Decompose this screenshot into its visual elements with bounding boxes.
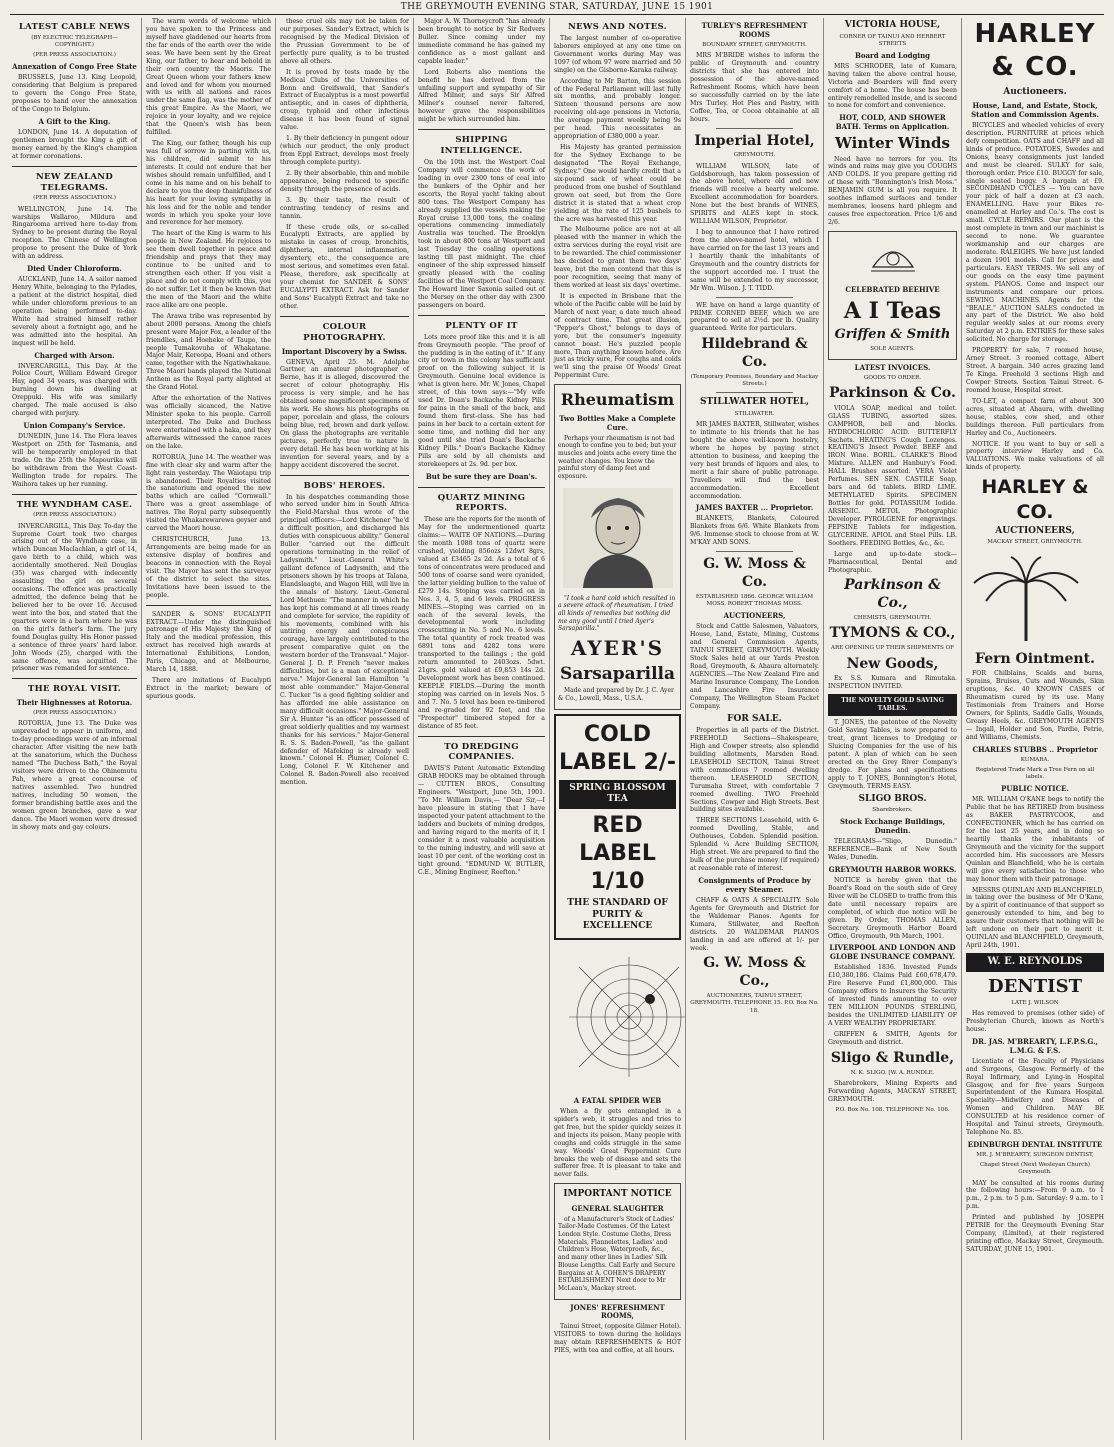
royal-visit-subheading: Their Highnesses at Rotorua. [16, 698, 133, 708]
divider [716, 128, 793, 129]
sligo-rundle-text: Sharebrokers, Mining Experts and Forwarding Agents, MACKAY STREET, GREYMOUTH. [828, 1079, 957, 1103]
baxter-proprietor: JAMES BAXTER ... Proprietor. [695, 503, 814, 513]
arson-text: INVERCARGILL, This Day. At the Police Court, William Edward Gregor Hay, aged 34 years, was charged with burning down his dwelling at Oreppuki. His wife was similarly charged. The male accused is also charged with perjury. [12, 362, 137, 418]
sander-advert: SANDER & SONS' EUCALYPTI EXTRACT.—Under the distinguished patronage of His Majesty the King of Italy and the medical profession, this extract has received high awards at International Exhibitions, London, Paris, Chicago, and at Melbourne, March 14, 1888. [146, 610, 271, 674]
moss-heading-2: G. W. Moss & Co., [703, 955, 806, 990]
reynolds-text: Has removed to premises (other side) of Presbyterian Church, known as North's house. [966, 1010, 1104, 1033]
royal-crest-icon [863, 237, 923, 277]
moss-address: AUCTIONEERS, TAINUI STREET, GREYMOUTH. TELEPHONE 15. P.O. Box No. 18. [690, 993, 819, 1014]
sligo-bros-heading: SLIGO BROS. [858, 793, 927, 804]
nz-telegrams-text: WELLINGTON, June 14. The warships Wallaroo, Mildura and Ringarooma arrived here to-day from Sydney to be present during the Royal reception. The Chinese of Wellington propose to present the Duke of York with an address. [12, 205, 137, 261]
po-box: P.O. Box No. 108. TELEPHONE No. 106. [835, 1106, 950, 1113]
stillwater-town: STILLWATER. [734, 410, 775, 417]
congo-heading: Annexation of Congo Free State [12, 62, 137, 72]
gift-text: LONDON, June 14. A deputation of gentlemen brought the King a gift of money earned by the King's champion at former coronations. [12, 128, 137, 160]
press-association: (PER PRESS ASSOCIATION.) [33, 512, 116, 519]
colour-photography-text: GENEVA, April 25. M. Adolphe Gartner, an amateur photographer of Berne, has it is alleged, discovered the secret of colour photography. His process is very simple, and he has obtained some magnificent specimens of his work. He shows his photographs on paper, porcelain and glass, the colours being blue, red, brown and dark yellow. On glass the photographs are veritable pictures, perfectly true to nature in every detail. He has been working at his invention for several years, and by a happy accident discovered the secret. [280, 358, 409, 469]
victoria-house-address: CORNER OF TAINUI AND HERBERT STREETS [839, 33, 946, 47]
spider-web-illustration [554, 947, 686, 1087]
wyndham-heading: THE WYNDHAM CASE. [16, 499, 133, 510]
large-stock: Large and up-to-date stock—Pharmaceutical, Dental and Photographic. [828, 550, 957, 574]
harley-address: MACKAY STREET, GREYMOUTH. [987, 539, 1083, 546]
sligo-sub: Sharebrokers. [872, 807, 913, 814]
wyndham-text: INVERCARGILL, This Day. To-day the Supreme Court took two charges arising out of the Wyndham case, in which Duncan Maclachlan, a girl of 14, gave birth to a child, which was accidentally smothered. Neil Douglas (35) was charged with indecently assaulting the girl on several occasions. The offence was practically admitted, the defence being that he believed her to be over 16. Accused went into the box, and stated that the quarters were in a barn where he was on the girl's father's farm. The jury found Douglas guilty. His Honor passed a sentence of three years' hard labor. John Woods (25), charged with the same offence, was acquitted. The prisoner was remanded for sentence. [12, 522, 137, 673]
winter-winds-heading: Winter Winds [835, 134, 950, 153]
news-notes-heading: NEWS AND NOTES. [568, 22, 667, 32]
tymons-heading: TYMONS & CO., [829, 625, 956, 642]
sander-text: If these crude oils, or so-called Eucalypti Extracts, are applied by mistake in cases of croup, bronchitis, diphtheria, internal inflammation, dysentery, etc., the consequence are most serious, and sometimes even fatal. Please, therefore, ask specifically at your chemist for SANDER & SONS' EUCALYPTI EXTRACT. Ask for Sander and Sons' Eucalypti Extract and take no other. [280, 223, 409, 310]
quartz-heading: QUARTZ MINING REPORTS. [437, 492, 526, 514]
harbour-text: NOTICE is hereby given that the Board's Road on the south side of Grey River will be CLOSED to traffic from this date until necessary repairs are completed, of which due notice will be given. By Order, THOMAS ALLEN, Secretary. Greymouth Harbor Board Office, Greymouth, 9th March, 1901. [828, 876, 957, 940]
shipping-heading: SHIPPING INTELLIGENCE. [440, 135, 523, 157]
divider [280, 475, 409, 476]
reynolds-heading: W. E. REYNOLDS [966, 953, 1104, 972]
parkinson-list: VIOLA SOAP, medical and toilet. GLASS TUBING, assorted sizes. CAMPHOR, bell and blocks. HYDROCHLORIC ACID. BUTTERFLY Sachets. HEATING'S Cough Lozenges. KEATING'S Insect Powder. BEEF and IRON Wine. BORIL. CLARKE'S Blood Mixture. ALLEN and Hanbury's Food. HALL Brushes assorted. VERA Violet Perfumes. SEN SEN. CASTILE Soap, bars and 6d tablets. BIRD LIME. METHYLATED Spirits. SPECIMEN Bottles for gold. POTASSIUM Iodide. ARSENIC. METOL Photographic Developer. PYROLGENE for engravings. FEPSINE Tablets for indigestion. GLYCERINE. APIOL and Steel Pills. LB. Soothers. FEEDING Bottles, &c., &c. [828, 404, 957, 547]
bobs-heroes-text: In his despatches commanding those who served under him in South Africa the Field-Marshal thus wrote of the principal officers:—Lord Kitchener "he'd a difficult position, and discharged his duties with conspicuous ability." General Buller "carried out the difficult operations terminating in the relief of Ladysmith." Lieut.-General White's gallant defence of Ladysmith, and the prisoners shown by his troops at Talana, Elandslaagte, and Wagon Hill, will live in the annals of history. Lieut.-General Lord Methuen: "The manner in which he has kept his command at all times ready and complete for service, the rapidity of his movements, combined with his untiring energy and conspicuous courage, have largely contributed to the present comparative quiet on the western border of the Transvaal." Major-General J. D. P. French "never makes difficulties, but is a man of exceptional nerve." Major-General Ian Hamilton "a most able commander." Major-General C. Tucker "is a good fighting soldier and has afforded me able assistance on many difficult occasions." Major-General Sir A. Hunter "is an officer possessed of great soldierly qualities and my warmest thanks for his services." Major-General R. S. S. Baden-Powell, "as the gallant defender of Mafeking is already well known." Colonel H. Plumer, Colonel C. Long, Colonel F. W. Kitchener and Colonel R. Baden-Powell also received mention. [280, 493, 409, 787]
press-association: (PER PRESS ASSOCIATION.) [33, 52, 116, 59]
news-text: His Majesty has granted permission for the Sydney Exchange to be designated "The Royal Exchange, Sydney." One would hardly credit that a six-pound sack of wheat could be produced from one bushel of Southland grown oat seed, but from the Gore district it is stated that a wheat crop yielding at the rate of 125 bushels to the acre was harvested this year. [554, 144, 681, 223]
imperial-hotel-town: GREYMOUTH. [733, 152, 776, 159]
board-lodging: Board and Lodging [854, 50, 931, 60]
gift-heading: A Gift to the King. [38, 116, 111, 126]
notice-subheading: GENERAL SLAUGHTER [571, 1203, 664, 1213]
corned-beef-text: WE have on hand a large quantity of PRIME CORNED BEEF, which we are prepared to sell at 2½d. per lb. Quality guaranteed. Write for particulars. [690, 301, 819, 333]
harley-auctioneers-2: AUCTIONEERS, [995, 525, 1075, 536]
union-text: DUNEDIN, June 14. The Flora leaves Westport on 25th for Tasmania, and will be temporarily employed in that trade. On the 25th the Mapourika will be withdrawn from the West Coast-Wellington trade for repairs. The Waihora takes up her running. [12, 433, 137, 488]
produce-heading: Consignments of Produce by every Steamer. [698, 875, 811, 894]
new-goods: New Goods, [846, 655, 939, 672]
standard-tagline: THE STANDARD OF PURITY & EXCELLENCE [567, 898, 668, 932]
imperial-hotel-heading: Imperial Hotel, [694, 132, 815, 149]
divider [418, 736, 545, 737]
plenty-heading: PLENTY OF IT [445, 320, 518, 331]
stillwater-heading: STILLWATER HOTEL, [699, 397, 809, 408]
hildebrand-address: (Temporary Premises, Boundary and Mackay Streets.) [690, 374, 819, 388]
news-text: According to Mr Barton, this session of the Federal Parliament will last fully six months, and probably longer. Sixteen thousand persons are now receiving old-age pensions in Victoria, the average payment weekly being 9s per head. This necessitates an appropriation of £380,000 a year. [554, 77, 681, 141]
turley-text: MRS M'BRIDE wishes to inform the public of Greymouth and country districts that she has entered into possession of the above-named Refreshment Rooms, which have been so successfully carried on by the late Mrs Turley. Hot Pies and Pastry, with Coffee, Tea, or Cocoa obtainable at all hours. [690, 52, 819, 123]
chloroform-heading: Died Under Chloroform. [27, 264, 122, 274]
griffen-smith: Griffen & Smith [834, 326, 951, 342]
goods-to-order: GOODS TO ORDER. [863, 374, 922, 381]
rheumatism-advert [554, 384, 681, 709]
portrait-illustration [563, 488, 673, 588]
cable-news-heading: LATEST CABLE NEWS [18, 22, 131, 32]
for-sale-text: Properties in all parts of the District. FREEHOLD Sections—Shakespeare, High and Cowper streets; also splendid building allotments, Marsden Road. LEASEHOLD SECTION, Tainui Street with commodious 7 roomed dwelling thereon. LEASEHOLD SECTION, Turumaha Street, with comfortable 7 roomed dwelling. TWO Freehold Sections, Cowper and High Streets. Best building sites available. [690, 727, 819, 814]
chemists: CHEMISTS, GREYMOUTH. [853, 615, 932, 622]
harbour-heading: GREYMOUTH HARBOR WORKS. [828, 864, 957, 874]
royal-visit-text: ROTORUA, June 13. The Duke was unprevaded to appear in uniform, and to-day proceedings were of an informal character. After visiting the new bath at the sanatorium, which the Duchess named "The Duchess Bath," the Royal visitors were driven to the Ohinemutu Pah, where a great concourse of natives assembled. Two hundred natives, including 50 women, the former brandishing battle axes and the women green branches, gave a war dance. The Maori women were dressed in showy mats and gay colours. [12, 720, 137, 831]
jones-heading: JONES' REFRESHMENT ROOMS, [570, 1302, 665, 1321]
sligo-rundle-heading: Sligo & Rundle, [830, 1049, 955, 1066]
nz-telegrams-heading: NEW ZEALAND TELEGRAMS. [35, 171, 114, 193]
sligo-rundle-names: N. K. SLIGO. [W. A. RUNDLE. [850, 1069, 935, 1076]
rheumatism-text: Perhaps your rheumatism is not bad enough to confine you to bed; but your muscles and joints ache every time the weather changes. You know the painful story of damp feet and exposure. [558, 434, 677, 480]
article-text: Lord Roberts also mentions the benefit he has derived from the unfailing support and sympathy of Sir Alfred Milner, and says Sir Alfred Milner's counsel never faltered, however grave the responsibilities might be which surrounded him. [418, 68, 545, 124]
beehive-line: CELEBRATED BEEHIVE [845, 284, 940, 294]
arson-heading: Charged with Arson. [34, 350, 115, 360]
column-1 [8, 18, 142, 1440]
congo-text: BRUSSELS, June 13. King Leopold, considering that Belgium is prepared to govern the Congo Free State, proposes to hand over the annexation of the Congo to Belgium. [12, 74, 137, 114]
imperial-hotel-text: WILLIAM WILSON, late of Goldsborough, has taken possession of the above hotel, where old and new friends will receive a hearty welcome. Excellent accommodation for boarders. None but the best brands of WINES, SPIRITS and ALES kept in stock. WILLIAM WILSON, Proprietor. [690, 162, 819, 226]
press-association: (PER PRESS ASSOCIATION.) [33, 710, 116, 717]
divider [280, 316, 409, 317]
liverpool-text: Established 1836. Invested Funds £10,380,186. Claims Paid £60,678,479. Fire Reserve Fund £1,800,000. This Company offers to Insurers the Security of invested funds amounting to over TEN MILLION POUNDS STERLING, besides the UNLIMITED LIABILITY OF A VERY WEALTHY PROPRIETARY. [828, 964, 957, 1027]
spring-blossom: SPRING BLOSSOM TEA [559, 780, 676, 809]
colour-photography-heading: COLOUR PHOTOGRAPHY. [303, 321, 386, 343]
dentist-heading: DENTIST [988, 975, 1082, 997]
reynolds-sub: LATE J. WILSON [1011, 999, 1059, 1006]
winter-winds-text: Need have no terrors for you. Its winds and rains may give you COUGHS AND COLDS. If you prepare getting rid of these with "Bonnington's Irish Moss." BENJAMIN GUM is all you require. It soothes inflamed surfaces and tender membranes, loosens hard phlegm and causes free expectoration. Price 1/6 and 2/6. [828, 155, 957, 226]
chaff-text: CHAFF & OATS A SPECIALITY. Sole Agents for Greymouth and District for the Waldemar Pianos. Agents for Kumara, Stillwater, and Reefton districts. 20 WALDEMAR PIANOS landing in and are offered at 1/- per week. [690, 896, 819, 952]
notice-heading: IMPORTANT NOTICE [563, 1189, 672, 1200]
news-text: It is expected in Brisbane that the whole of the Pacific cable will be laid by March of next year, a date much ahead of contract time. That great illusion, "Pepper's Ghost," belongs to days of yore, but the consumer's ingenuity cannot boast. He's puzzled people more, Than anything known before. Are just as tricky sure, For coughs and colds we'll sing the praise Of Woods' Great Peppermint Cure. [554, 292, 681, 380]
mcbrearty-heading: DR. JAS. M'BREARTY, L.F.P.S.G., L.M.G. & F.S. [972, 1036, 1098, 1055]
blankets-text: BLANKETS, Blankets, Coloured Blankets from 6/6. White Blankets from 9/6. Immense stock to choose from at W. M'KAY AND SONS. [690, 515, 819, 547]
edinburgh-heading: EDINBURGH DENTAL INSTITUTE [967, 1140, 1103, 1150]
parkinson-heading-2: Parkinson & Co., [844, 577, 941, 612]
fern-ointment-heading: Fern Ointment. [975, 650, 1095, 667]
column-8 [962, 18, 1108, 1440]
spider-text: When a fly gets entangled in a spider's web, it struggles and tries to get free, but the spider quickly seizes it and injects its poison. Many people with coughs and colds struggle in the same way. Woods' Great Peppermint Cure breaks the web of disease and sets the sufferer free. It is pleasant to take and never fails. [554, 1107, 681, 1179]
ai-teas: A I Teas [843, 297, 942, 324]
colour-photography-subheading: Important Discovery by a Swiss. [281, 346, 408, 356]
royal-visit-heading: THE ROYAL VISIT. [28, 684, 121, 695]
plenty-text: Lots more proof like this and it is all from Greymouth people. "The proof of the pudding is in the eating of it." If any city or town in this colony has sufficient proof on the following subject it is Greymouth. Genuine local evidence is what is given here. Mr. W. Jones, Chapel street, of this town says:—"My wife used Dr. Doan's Backache Kidney Pills for pains in the small of the back, and found them first-class. She has had pains in her back to a certain extent for some time, and nothing did her any good until she tried Doan's Backache Kidney Pills." Doan's Backache Kidney Pills are sold by all chemists and storekeepers at 2s. 9d. per box. [418, 333, 545, 468]
important-notice-advert [554, 1183, 681, 1299]
divider [418, 129, 545, 130]
tymons-sub: ARE OPENING UP THEIR SHIPMENTS OF [830, 645, 955, 652]
divider [146, 605, 271, 606]
divider [716, 392, 793, 393]
sander-point: 2. By their absorbable, thin and mobile appearance, being reduced to specific density through the presence of acids. [280, 169, 409, 193]
bath-line: HOT, COLD, AND SHOWER BATH. Terms on Application. [835, 113, 950, 132]
spider-caption: A FATAL SPIDER WEB [573, 1095, 662, 1105]
news-text: The Melbourne police are not at all pleased with the manner in which the extra services during the royal visit are to be rewarded. The chief commissioner has decided to grant them two days' leave, but the men contend that this is poor recognition, seeing that many of them worked at least six days' overtime. [554, 226, 681, 289]
edinburgh-text: MAY be consulted at his rooms during the following hours:—From 9 a.m. to 1 p.m., 2 p.m. to 5 p.m. Saturday: 9 a.m. to 1 p.m. [966, 1179, 1104, 1211]
article-text: The King, our father, though his cup was full of sorrow in parting with us, his children, did submit to his interests. It could not endure that her wishes should remain unfulfilled, and I come in his name and on his behalf to declare to you the deep thankfulness of his heart for your loving sympathy in his loss and for the noble and tender words in which you spoke your love and reverence for her memory. [146, 140, 271, 227]
dredging-heading: TO DREDGING COMPANIES. [444, 741, 519, 763]
moss-heading: G. W. Moss & Co. [703, 556, 806, 591]
column-5 [550, 18, 686, 1440]
liverpool-heading: LIVERPOOL AND LONDON AND GLOBE INSURANCE COMPANY. [829, 943, 956, 962]
shipping-text: On the 10th inst. the Westport Coal Company will commence the work of loading in over 2300 tons of coal into the bunkers of the Ophir and her escorts, the Royal yacht taking about 800 tons. The Westport Company has already supplied the vessels making the Royal cruise 13,000 tons, the coaling operations commencing immediately Australia was touched. The Brooklyn took in about 800 tons at Westport and last Tuesday the coaling operations lasting till past midnight. The chief engineer of the ship expressed himself greatly pleased with the coaling facilities of the Westport Coal Company. The Howard liner Saxonia sailed out of the Mersey on the other day with 2300 passengers on board. [418, 158, 545, 309]
turley-heading: TURLEY'S REFRESHMENT ROOMS [701, 21, 808, 39]
article-text: The heart of the King is warm to his people in New Zealand. He rejoices to see them dwell together in peace and friendship and prays that they may continue to be united and to strengthen each other. If you visit a place and do not comply with this, you do not suffer. Let it then be known that the men of the Maori and the white race alike are one people. [146, 230, 271, 309]
sander-text: It is proved by tests made by the Medical Clubs of the Universities of Bonn and Greifswald, that Sander's Extract of Eucalyptus is a most powerful antiseptic, and in cases of diphtheria, croup, typhoid and other infectious disease it has been found of signal value. [280, 68, 409, 132]
public-notice-heading: PUBLIC NOTICE. [1001, 784, 1069, 794]
harley-list: BICYCLES and wheeled vehicles of every description. FURNITURE at prices which defy competition. OATS and CHAFF and all kinds of produce. POTATOES, Swedes and Onions, heavy consignments just landed and must be cleared. SULKY for sale, thorough order. Price £10. BUGGY for sale, single seated buggy. A bargain at £9. SECONDHAND CYCLES — You can have your pick of half a dozen at £3 each. ENAMELLING. Have your Bikes re-enamelled at Harley and Co.'s. The cost is small. CYCLE REPAIRS. Our plant is the most complete in town and our machinist is second to none. We guarantee workmanship and our charges are moderate. RALEIGHS. We have just landed a dozen 1901 models. Call for prices and particulars. EASY TERMS. We sell any of our goods on the easy time payment system. PIANOS. Come and inspect our instruments and compare our prices. SEWING MACHINES. Agents for the "BEALE." AUCTION SALES conducted in any part of the District. We also hold regular weekly sales at our rooms every Saturday at 2 p.m. ENTRIES for these sales solicited. No charge for storage. [966, 121, 1104, 344]
ayer-heading: AYER'S [570, 635, 665, 660]
hildebrand-heading: Hildebrand & Co. [701, 336, 808, 371]
bobs-heroes-heading: BOBS' HEROES. [303, 480, 386, 491]
divider [716, 551, 793, 552]
turley-address: BOUNDARY STREET, GREYMOUTH. [702, 41, 807, 48]
harley-property: PROPERTY for sale, 7 roomed house, Arney Street. 3 roomed cottage, Albert Street. A bargain. 340 acres grazing land Te Kinga. Freehold 3 sections High and Cowper Streets. Section Tainui Street. 6-roomed house, Hospital street. [966, 347, 1104, 394]
harley-heading: HARLEY & CO. [974, 19, 1096, 83]
printer-imprint: Printed and published by JOSEPH PETRIE for the Greymouth Evening Star Company, (Limited), at their registered printing office, Mackay Street, Greymouth. SATURDAY, JUNE 15, 1901. [966, 1214, 1104, 1254]
griffen-agents: GRIFFEN & SMITH, Agents for Greymouth and district. [828, 1030, 957, 1046]
cold-label: COLD LABEL 2/- [559, 721, 676, 775]
divider [418, 315, 545, 316]
sligo-telegrams: TELEGRAMS—"Sligo, Dunedin." REFERENCE—Bank of New South Wales, Dunedin. [828, 838, 957, 862]
masthead: THE GREYMOUTH EVENING STAR, SATURDAY, JUNE 15 1901 [10, 2, 1104, 15]
moss-text: Stock and Cattle Salesmen, Valuators, House, Land, Estate, Mining, Customs and General Commission Agents, TAINUI STREET, GREYMOUTH. Weekly Stock Sales held at our Yards Preston Road, Greymouth, & Ahaura alternately. AGENCIES.—The New Zealand Fire and Marine Insurance Company, The London and Lancashire Fire Insurance Company, The Wellington Steam Packet Company. [690, 623, 819, 710]
quinlan-text: MESSRS QUINLAN AND BLANCHFIELD, in taking over the business of Mr O'Kane, by a spirit of continuance of that support so generously extended to him, and beg to assure their customers that nothing will be left undone on their part to merit it. QUINLAN and BLANCHFIELD, Greymouth, April 24th, 1901. [966, 886, 1104, 950]
ayer-maker: Made and prepared by Dr. J. C. Ayer & Co., Lowell, Mass., U.S.A. [558, 687, 674, 702]
stillwater-text: MR JAMES BAXTER, Stillwater, wishes to intimate to his friends that he has bought the above well-known hostelry, where he hopes by paying strict attention to business, and keeping the very best brands of liquors and ales, to merit a fair share of public patronage. Travellers will find the best accommodation. Excellent accommodation. [690, 421, 819, 500]
for-sale-heading: FOR SALE. [727, 713, 782, 724]
fern-tree-illustration [966, 553, 1086, 643]
article-text: ROTORUA, June 14. The weather was fine with clear sky and warm after the light rain yesterday. The Waiotapu trip is abandoned. Their Royalties visited the sanatorium and opened the new baths which are called "Cornwall." There was a great assemblage of natives. The Royal party subsequently visited the Whakarewarewa geyser and carved the Maori house. [146, 453, 271, 533]
harley-notice: NOTICE. If you want to buy or sell a property interview Harley and Co. VALUATIONS. We make valuations of all kinds of property. [966, 440, 1104, 472]
jones-text: Tainui Street, (opposite Gilmer Hotel). VISITORS to town during the holidays may obtain REFRESHMENTS & HOT PIES, with tea and coffee, at all hours. [554, 1323, 681, 1355]
red-label: RED LABEL 1/10 [579, 812, 656, 895]
divider [12, 494, 137, 495]
tea-advert [828, 231, 957, 360]
article-text: After the exhortation of the Natives was officially sicanced, the Native Minister spoke to his people. Carroll interpreted. The Duke and Duchess were entertained with a haka, and they afterwards witnessed the canoe races on the lake. [146, 395, 271, 450]
novelty-heading: THE NOVELTY GOLD SAVING TABLES. [828, 694, 957, 716]
sligo-address: Stock Exchange Buildings, Dunedin. [839, 817, 946, 836]
ayer-sarsaparilla: Sarsaparilla [559, 663, 676, 684]
parkinson-heading: Parkinson & Co. [829, 384, 956, 401]
sander-warning: There are imitations of Eucalypti Extract in the market; beware of spurious goods. [146, 677, 271, 700]
doan-tagline: But be sure they are Doan's. [425, 471, 538, 481]
divider [12, 678, 137, 679]
victoria-house-heading: VICTORIA HOUSE, [844, 20, 941, 30]
column-3 [276, 18, 414, 1440]
victoria-house-text: MRS SCHRODER, late of Kumara, having taken the above central house, Victoria and Boarders will find every comfort of a home. The house has been entirely remodelled inside, and is second to none for comfort and convenience. [828, 62, 957, 110]
column-2 [142, 18, 276, 1440]
article-text: Major A. W. Thorneycroft "has already been brought to notice by Sir Redvers Buller. Since coming under my immediate command he has gained my confidence as a most gallant and capable leader." [418, 18, 545, 65]
divider [418, 487, 545, 488]
edinburgh-sub: MR. J. M'BREARTY, SURGEON DENTIST, [976, 1152, 1094, 1159]
sander-point: 1. By their deficiency in pungent odour (which our product, the only product from Eppl Extract, develops most freely through complete purity). [280, 135, 409, 166]
okane-text: MR. WILLIAM O'KANE begs to notify the Public that he has RETIRED from business as BAKER PASTRYCOOK, and CONFECTIONER, which he has carried on for the last 25 years, and in doing so heartily thanks the inhabitants of Greymouth and the vicinity for the support accorded him. His successors are Messrs Quinlan and Blanchfield, who he is certain will give every satisfaction to those who may honor them with their patronage. [966, 796, 1104, 883]
news-text: The largest number of co-operative laborers employed at any one time on Government works during May was 1097 (of whom 97 were married and 50 single) on the Gisborne-Karaka railway. [554, 34, 681, 74]
tea-advert [554, 714, 681, 940]
novelty-text: T. JONES, the patentee of the Novelty Gold Saving Tables, is now prepared to treat, grant licenses to Dredging or Sluicing Companies for the use of his patent. A plan of which can be seen erected on the Grey River Company's dredge. For plans and specifications apply to T. JONES, Bonnington's Hotel, Greymouth. TERMS EASY. [828, 719, 957, 790]
sole-agents: SOLE AGENTS. [870, 345, 915, 352]
quartz-text: These are the reports for the month of May for the undermentioned quartz claims:— WAITE OF NATIONS.—During the month 1088 tons of quartz were crushed, yielding 856ozs 12dwt 8grs, valued at £3465 2s 2d. As a total of 6 tons of concentrates were produced and 500 tons of coarse sand were cyanided, the latter yielding bullion to the value of £279 14s. Stoping was carried on in Nos. 3, 4, 5, and 6 levels. PROGRESS MINES.—Stoping was carried on in each of the several levels, the developmental work including crosscutting in No. 5 and No. 6 levels. The total quantity of rock treated was 6891 tons and 4282 tons were transported to the tailings ; the gold return amounted to 2403ozs. 5dwt. 21grs. gold valued at £9,853 14s 2d. Development work has been continued. KEEPLE FIELDS.—During the month stoping was carried on in levels Nos. 5 and 7. No. 5 level has been re-timbered and re-graded for 92 feet, and the "Prospector" timbered stoped for a distance of 85 feet. [418, 516, 545, 730]
moss-established: ESTABLISHED 1866. GEORGE WILLIAM MOSS. ROBERT THOMAS MOSS. [695, 594, 814, 608]
article-text: The warm words of welcome which you have spoken to the Princess and myself have gladdened our hearts from the far ends of the earth over the wide seas. We have been sent by the Great King, our father, to hear and behold in their own country the Maoris. The Great Queen whom your fathers knew and loved and for whom you mourned with us with all nations and races under the same flag, was the mother of this great Empire. As the Maori, we rejoice in your loyalty, and we rejoice that the Queen's wish has been fulfilled. [146, 18, 271, 137]
for-sale-text: THREE SECTIONS Leasehold, with 6-roomed Dwelling, Stable, and Outhouses, Cobden. Splendid position. Splendid ¼ Acre Building SECTION, High street. We are prepared to find the bulk of the purchase money (if required) at reasonable rate of interest. [690, 817, 819, 873]
harley-auctioneers: Auctioneers. [1003, 86, 1067, 97]
ayer-testimonial: "I took a hard cold which resulted in a severe attack of rheumatism. I tried all kinds of remedies but nothing did me any good until I tried Ayer's Sarsaparilla." [558, 594, 676, 633]
divider [12, 166, 137, 167]
harley-heading-2: HARLEY & CO. [981, 476, 1089, 523]
chloroform-text: AUCKLAND, June 14. A sailor named Henry White, belonging to the Pylades, a patient at the district hospital, died while under chloroform previous to an operation being performed to-day. White had strained himself rather severely about a fortnight ago, and he was admitted into the hospital. An inquest will be held. [12, 276, 137, 347]
latest-invoices: LATEST INVOICES. [854, 362, 931, 372]
stubbs-proprietor: CHARLES STUBBS .. Proprietor [972, 744, 1098, 754]
column-7 [824, 18, 962, 1440]
sander-text: these cruel oils may not be taken for our purposes. Sander's Extract, which is recognised by the Medical Division of the Prussian Government to be of perfectly pure quality, is to be trusted above all others. [280, 18, 409, 65]
kumara: KUMARA. [1020, 756, 1050, 763]
union-heading: Union Company's Service. [23, 421, 126, 431]
press-association: (PER PRESS ASSOCIATION.) [33, 195, 116, 202]
sander-point: 3. By their taste, the result of contrasting tendency of resins and tannin. [280, 196, 409, 220]
cable-copyright: (BY ELECTRIC TELEGRAPH—COPYRIGHT.) [31, 34, 118, 49]
trademark: Registered Trade Mark a Tree Fern on all labels. [975, 766, 1095, 781]
harley-agents: House, Land, and Estate, Stock, Station and Commission Agents. [971, 101, 1099, 119]
fern-ointment-text: FOR Chilblains, Scalds and burns, Sprains, Bruises, Cuts and Wounds, Skin eruptions, &c. 40 KNOWN CASES of Rheumatism cured by its use. Many Testimonials from Trainers and Horse Owners, for Splints, Saddle Galls, Wounds, Greasy Heels, &c. GREYMOUTH AGENTS — Ingall, Holder and Son, Pardie, Petrie, and Williams, Chemists. [966, 670, 1104, 741]
moss-auctioneers: AUCTIONEERS, [723, 611, 786, 621]
divider [716, 297, 793, 298]
mcbrearty-text: Licentiate of the Faculty of Physicians and Surgeons, Glasgow. Formerly of the Royal Infirmary, and Lying-in Hospital Glasgow, and for five years Surgeon Superintendent of the Kumara Hospital. Specialty—Midwifery and Diseases of Women and Children. MAY BE CONSULTED at his residence corner of Hospital and Tainui streets, Greymouth. Telephone No. 85. [966, 1057, 1104, 1137]
article-text: CHRISTCHURCH, June 13. Arrangements are being made for an extensive display of bonfires and beacons in connection with the Royal visit. The Mayor has sent the surveyor of the district to select the sites. Invitations have been issued to the people. [146, 536, 271, 599]
rheumatism-subheading: Two Bottles Make a Complete Cure. [559, 413, 676, 432]
notice-text: of a Manufacturer's Stock of Ladies' Tailor-Made Costumes. Of the Latest London Style. Costume Cloths, Dress Materials, Flannelettes, Ladies' and Children's Hose, Waterproofs, &c., and many other lines in Ladies' Silk Blouse Lengths. Call Early and Secure Bargains at A. COHEN'S DRAPERY ESTABLISHMENT Next door to Mr McLean's, Mackay street. [558, 1215, 676, 1292]
dredging-text: DAVIS'S Patent Automatic Extending GRAB HOOKS may be obtained through— CUTTEN BROS., Consulting Engineers. "Westport, June 5th, 1901. "To Mr. William Davis,— "Dear Sir,—I have pleasure in stating that I have inspected your patent attachment to the ladders and buckets of mining dredges, and having regard to the merits of it, I consider it a most valuable acquisition to the mining industry, and will save at least 10 per cent. of the working cost in tight ground. "EDMUND W. BUTLER, C.E., Mining Engineer, Reefton." [418, 765, 545, 876]
column-4 [414, 18, 550, 1440]
harley-tolet: TO-LET, a compact farm of about 300 acres, situated at Ahaura, with dwelling house, stables, cow shed, and other buildings thereon. Full particulars from Harley and Co., Auctioneers. [966, 397, 1104, 437]
edinburgh-address: Chapel Street (Next Wesleyan Church) Greymouth. [979, 1162, 1091, 1176]
column-6 [686, 18, 824, 1440]
tidd-text: I beg to announce that I have retired from the above-named hotel, which I have carried on for the last 13 years and I heartily thank the inhabitants of Greymouth and the country districts for the support accorded me. I trust the same will be extended to my successor, Mr Wm. Wilson. J. T. TIDD. [690, 229, 819, 292]
tymons-text: Ex S.S. Kumara and Rimutaka. INSPECTION INVITED. [828, 675, 957, 691]
rheumatism-heading: Rheumatism [560, 390, 675, 410]
article-text: The Arawa tribe was represented by about 2000 persons. Among the chiefs present were Major Fox, a leader of the friendlies, and Hoeheke of Taupo, the people Tumakovuha of Whakatane. Major Mair, Kereopa, Hoani and others came, together with the Ngatiwhakaue. Three Maori bands played the National Anthem as the Royal party alighted at the Grand Hotel. [146, 312, 271, 392]
